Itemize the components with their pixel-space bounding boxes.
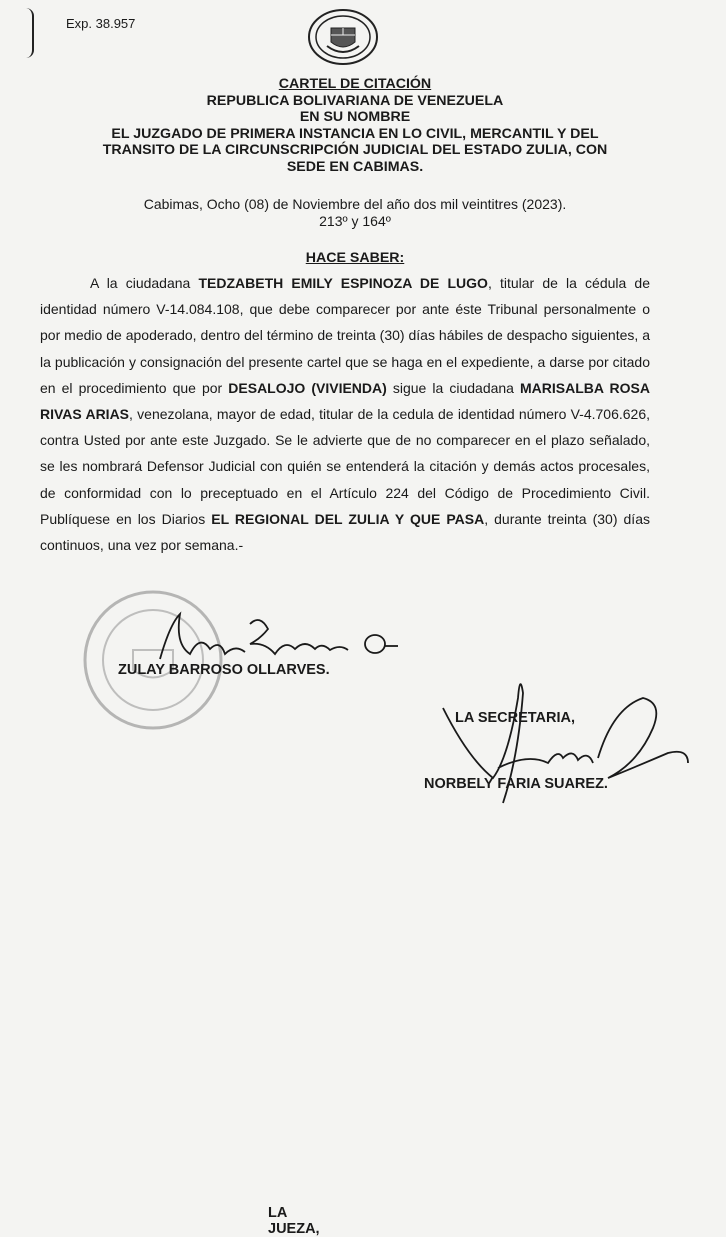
margin-bracket-mark [22, 8, 34, 58]
judge-role: LA JUEZA, [268, 1205, 320, 1237]
defendant-name: TEDZABETH EMILY ESPINOZA DE LUGO [198, 275, 488, 291]
header-en-su-nombre: EN SU NOMBRE [299, 109, 411, 125]
date-years: 213º y 164º [319, 212, 391, 229]
header-republic: REPUBLICA BOLIVARIANA DE VENEZUELA [206, 92, 504, 109]
body-text-segment: sigue la ciudadana [386, 379, 521, 396]
document-header [60, 76, 650, 175]
body-text-segment: , durante treinta (30) días continuos, una vez por semana.- [40, 510, 650, 554]
plaintiff-name: MARISALBA ROSA RIVAS ARIAS [40, 379, 650, 423]
body-text-segment: , venezolana, mayor de edad, titular de la cedula de identidad número V-4.706.626, contra Usted por ante este Juzgado. Se le advierte que de no comparecer en el plazo señalado, se les nombrará Defensor Judicial con quién se entenderá la citación y demás actos procesales, de conformidad con lo preceptuado en el Artículo 224 del Código de Procedimiento Civil. Publíquese en los Diarios [40, 406, 650, 527]
judge-signature-icon [150, 604, 410, 684]
case-type: DESALOJO (VIVIENDA) [228, 379, 387, 396]
header-court-line-1: EL JUZGADO DE PRIMERA INSTANCIA EN LO CIVIL, MERCANTIL Y DEL [111, 125, 599, 142]
expedient-number: Exp. 38.957 [66, 16, 136, 31]
body-paragraph [40, 270, 650, 558]
document-title: CARTEL DE CITACIÓN [278, 76, 432, 92]
hace-saber-heading: HACE SABER: [305, 250, 405, 266]
secretary-signature-icon [438, 668, 698, 818]
coat-of-arms-seal-icon [307, 8, 379, 66]
secretary-name: NORBELY FARIA SUAREZ. [424, 776, 608, 792]
body-text-segment: A la ciudadana [90, 275, 199, 291]
body-text-segment: , titular de la cédula de identidad número V-14.084.108, que debe comparecer por ante éste Tribunal personalmente o por medio de apoderado, dentro del término de treinta (30) días hábiles de despacho siguientes, a la publicación y consignación del presente cartel que se haga en el expediente, a darse por citado en el procedimiento que por [40, 275, 650, 396]
date-text: Cabimas, Ocho (08) de Noviembre del año dos mil veintitres (2023). [143, 196, 567, 212]
secretary-role: LA SECRETARIA, [455, 710, 576, 726]
header-court-line-2: TRANSITO DE LA CIRCUNSCRIPCIÓN JUDICIAL DEL ESTADO ZULIA, CON [102, 142, 608, 158]
dateline [60, 196, 650, 229]
newspapers: EL REGIONAL DEL ZULIA Y QUE PASA [211, 510, 485, 527]
judge-name: ZULAY BARROSO OLLARVES. [118, 662, 330, 678]
header-court-line-3: SEDE EN CABIMAS. [286, 158, 424, 175]
